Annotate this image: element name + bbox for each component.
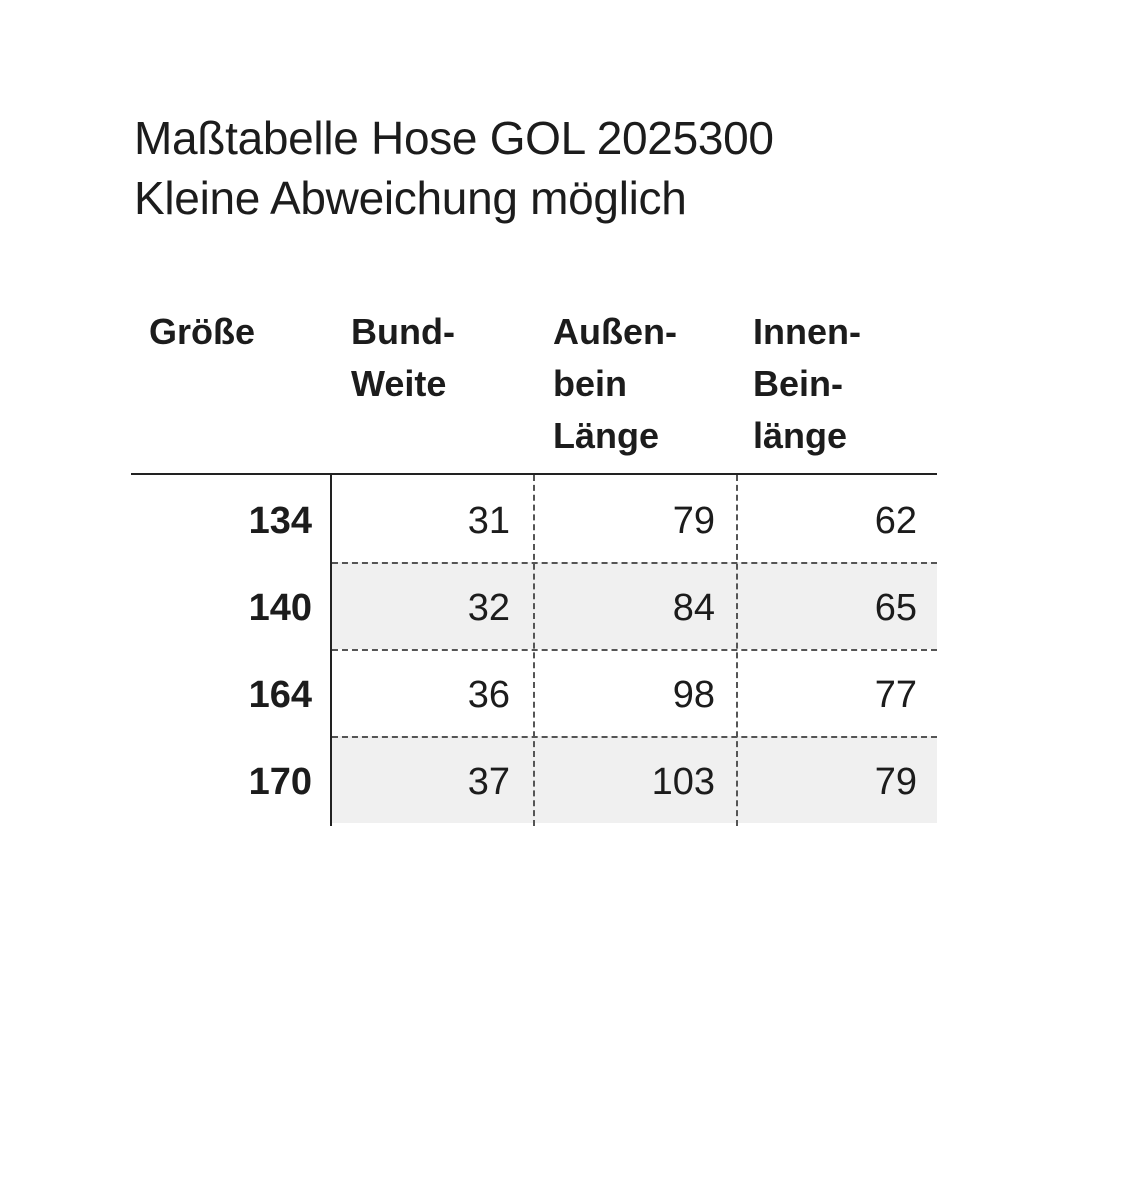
table-header (131, 300, 937, 475)
page-title (134, 108, 774, 228)
innenbein-cell: 65 (874, 587, 917, 629)
table-body (131, 475, 937, 823)
innenbein-cell: 79 (874, 761, 917, 803)
innenbein-cell: 62 (874, 500, 917, 542)
column-divider (533, 475, 535, 826)
title-line-2: Kleine Abweichung möglich (134, 172, 687, 224)
size-table (131, 300, 937, 823)
innenbein-cell: 77 (874, 674, 917, 716)
aussenbein-cell: 79 (672, 500, 715, 542)
size-cell: 164 (248, 674, 312, 716)
size-cell: 170 (248, 761, 312, 803)
column-divider (736, 475, 738, 826)
bundweite-cell: 36 (467, 674, 510, 716)
bundweite-cell: 32 (467, 587, 510, 629)
header-bundweite: Bund- Weite (351, 311, 455, 404)
title-line-1: Maßtabelle Hose GOL 2025300 (134, 112, 774, 164)
header-aussenbeinlaenge: Außen- bein Länge (553, 311, 677, 456)
aussenbein-cell: 98 (672, 674, 715, 716)
aussenbein-cell: 103 (651, 761, 715, 803)
aussenbein-cell: 84 (672, 587, 715, 629)
header-innenbeinlaenge: Innen- Bein- länge (753, 311, 861, 456)
header-groesse: Größe (149, 311, 256, 352)
size-column-divider (330, 475, 332, 826)
bundweite-cell: 31 (467, 500, 510, 542)
size-cell: 140 (248, 587, 312, 629)
bundweite-cell: 37 (467, 761, 510, 803)
size-cell: 134 (248, 500, 312, 542)
